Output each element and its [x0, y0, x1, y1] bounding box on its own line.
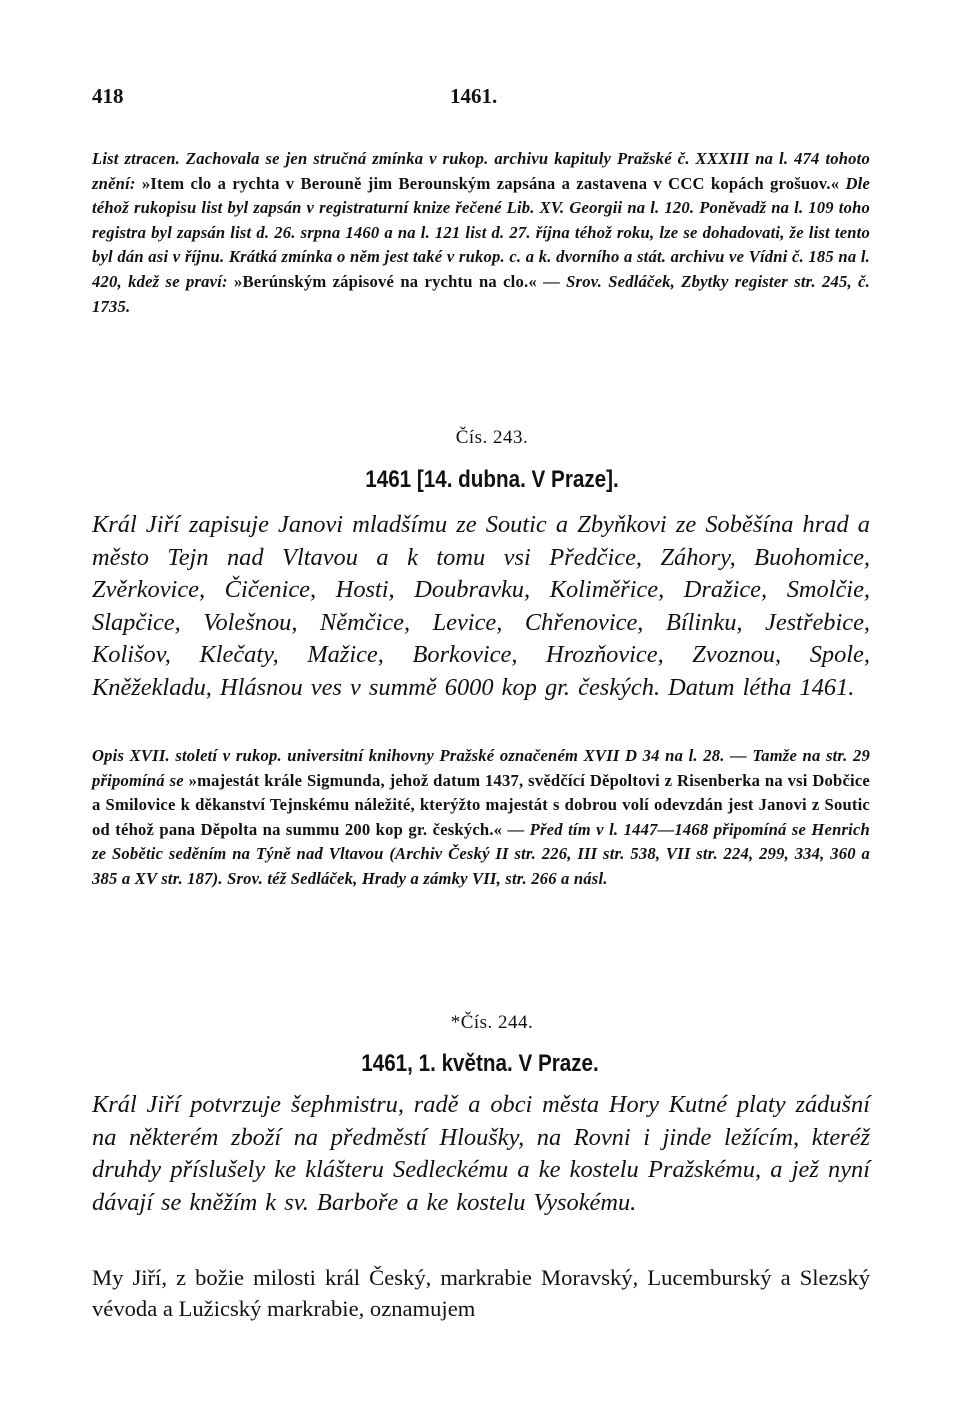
doc-244-date: 1461, 1. května. V Praze.	[361, 1050, 599, 1077]
doc-243-number: Čís. 243.	[455, 427, 529, 448]
doc-243-regest: Král Jiří zapisuje Janovi mladšímu ze Soutic a Zbyňkovi ze Soběšína hrad a město Tejn nad Vltavou a k tomu vsi Předčice, Záhory, Buohomice, Zvěrkovice, Čičenice, Hosti, Doubravku, Koliměřice, Dražice, Smolčie, Slapčice, Volešnou, Němčice, Levice, Chřenovice, Bílinku, Jestřebice, Kolišov, Klečaty, Mažice, Borkovice, Hrozňovice, Zvoznou, Spole, Kněžekladu, Hlásnou ves v summě 6000 kop gr. českých. Datum létha 1461.	[92, 511, 870, 701]
doc-244-number: *Čís. 244.	[450, 1012, 534, 1033]
note-242-quote-2: »Berúnským zápisové na rychtu na clo.« —	[233, 271, 567, 291]
page-header	[92, 84, 872, 114]
doc-244-regest: Král Jiří potvrzuje šephmistru, radě a obci města Hory Kutné platy zádušní na některém zboží na předměstí Hloušky, na Rovni i jinde ležícím, kteréž druhdy příslušely ke klášteru Sedleckému a ke kostelu Pražskému, a jež nyní dávají se kněžím k sv. Barboře a ke kostelu Vysokému.	[92, 1091, 870, 1216]
note-243-part-2: Před tím v l. 1447—1468 připomíná se Henrich ze Sobětic seděním na Týně nad Vltavou (Archiv Český II str. 226, III str. 538, VII str. 224, 299, 334, 360 a 385 a XV str. 187). Srov. též Sedláček, Hrady a zámky VII, str. 266 a násl.	[92, 819, 870, 888]
page-number: 418	[92, 84, 124, 108]
doc-243-date: 1461 [14. dubna. V Praze].	[365, 466, 619, 493]
note-242-part-2: Dle téhož rukopisu list byl zapsán v registraturní knize řečené Lib. XV. Georgii na l. 120. Poněvadž na l. 109 toho registra byl zapsán list d. 26. srpna 1460 a na l. 121 list d. 27. října téhož roku, lze se dohadovati, že list tento byl dán asi v říjnu. Krátká zmínka o něm jest také v rukop. c. a k. dvorního a stát. archivu ve Vídni č. 185 na l. 420, kdež se praví:	[92, 173, 871, 291]
note-243-quote: »majestát krále Sigmunda, jehož datum 1437, svědčící Děpoltovi z Risenberka na vsi Dobčice a Smilovice k děkanství Tejnskému náležité, kterýžto majestát s dobrou volí odevzdán jest Janovi z Soutic od téhož pana Děpolta na summu 200 kop gr. českých.« —	[92, 770, 870, 839]
note-242-quote-1: »Item clo a rychta v Berouně jim Berounským zapsána a zastavena v CCC kopách grošuov.«	[141, 173, 846, 193]
note-242-part-3: Srov. Sedláček, Zbytky register str. 245, č. 1735.	[92, 271, 870, 316]
note-242	[92, 147, 870, 319]
note-243-part-1: Opis XVII. století v rukop. universitní knihovny Pražské označeném XVII D 34 na l. 28. — Tamže na str. 29 připomíná se	[92, 746, 870, 790]
note-243	[92, 744, 870, 892]
running-head: 1461.	[450, 84, 498, 108]
doc-244-text: My Jiří, z božie milosti král Český, markrabie Moravský, Lucemburský a Slezský vévoda a Lužicský markrabie, oznamujem	[92, 1265, 870, 1321]
note-242-part-1: List ztracen. Zachovala se jen stručná zmínka v rukop. archivu kapituly Pražské č. XXXIII na l. 474 tohoto znění:	[92, 149, 870, 193]
